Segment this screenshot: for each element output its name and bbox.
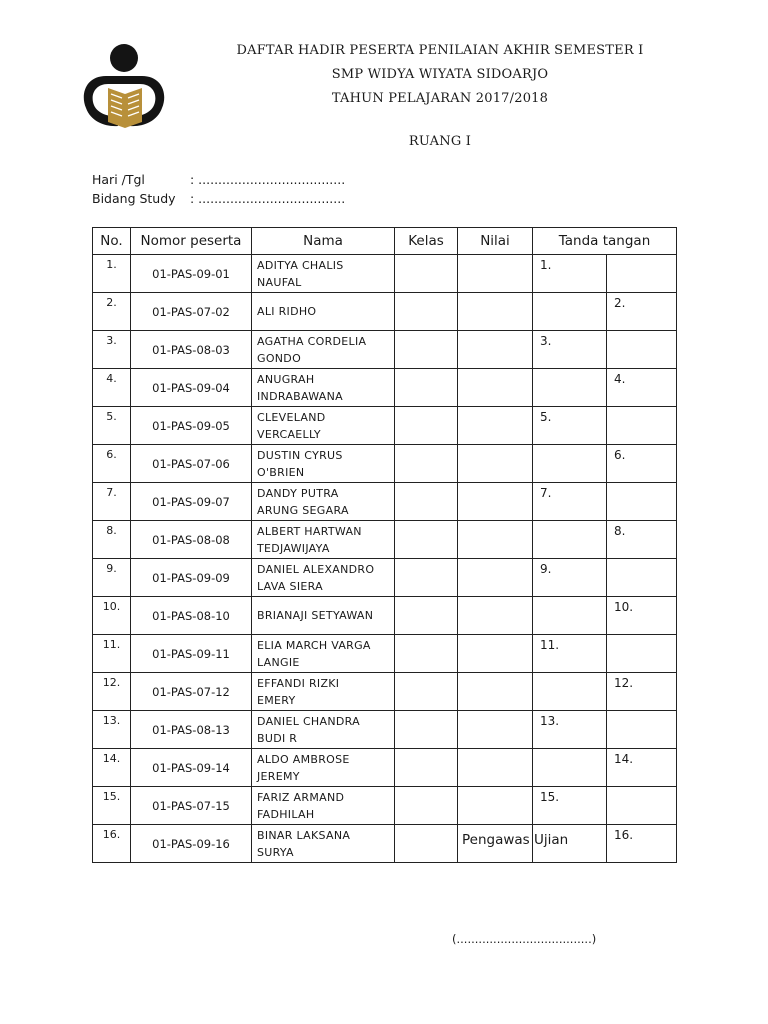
day-date-value: : .....................................: [190, 172, 346, 187]
table-row: [93, 369, 677, 407]
signature-cell-right: 2.: [607, 293, 677, 331]
supervisor-label: Pengawas Ujian: [462, 832, 569, 848]
nilai-cell: [458, 521, 533, 559]
attendance-table: [92, 227, 677, 863]
signature-cell-left: [533, 673, 607, 711]
nilai-cell: [458, 293, 533, 331]
participant-name: [252, 597, 395, 635]
kelas-cell: [395, 255, 458, 293]
table-row: [93, 711, 677, 749]
nilai-cell: [458, 331, 533, 369]
participant-number: 01-PAS-08-03: [131, 331, 252, 369]
table-row: [93, 787, 677, 825]
participant-name-line: EMERY: [257, 693, 296, 707]
signature-cell-right: [607, 407, 677, 445]
signature-cell-right: 6.: [607, 445, 677, 483]
participant-name: [252, 673, 395, 711]
participant-name-line: ALI RIDHO: [257, 305, 317, 318]
participant-name-line: BUDI R: [257, 731, 298, 745]
participant-name: [252, 293, 395, 331]
row-number: 5.: [93, 407, 131, 445]
participant-name-line: JEREMY: [257, 769, 300, 783]
row-number: 4.: [93, 369, 131, 407]
table-row: [93, 293, 677, 331]
day-date-field: [92, 172, 345, 187]
participant-name-line: DANIEL CHANDRA: [257, 714, 360, 728]
signature-cell-left: 3.: [533, 331, 607, 369]
participant-number: 01-PAS-09-09: [131, 559, 252, 597]
nilai-cell: [458, 445, 533, 483]
table-row: [93, 559, 677, 597]
subject-value: : .....................................: [190, 191, 346, 206]
logo-head: [110, 44, 138, 72]
participant-name-line: FARIZ ARMAND: [257, 790, 345, 804]
kelas-cell: [395, 635, 458, 673]
subject-label: Bidang Study: [92, 191, 176, 206]
kelas-cell: [395, 673, 458, 711]
signature-cell-left: 13.: [533, 711, 607, 749]
row-number: 2.: [93, 293, 131, 331]
participant-name: [252, 559, 395, 597]
participant-name-line: O'BRIEN: [257, 465, 305, 479]
header-nama: Nama: [252, 228, 395, 255]
participant-number: 01-PAS-09-16: [131, 825, 252, 863]
participant-number: 01-PAS-09-05: [131, 407, 252, 445]
participant-name-line: EFFANDI RIZKI: [257, 676, 340, 690]
participant-name: [252, 369, 395, 407]
signature-cell-left: 15.: [533, 787, 607, 825]
participant-name: [252, 331, 395, 369]
participant-name-line: ARUNG SEGARA: [257, 503, 349, 517]
participant-name-line: ELIA MARCH VARGA: [257, 638, 371, 652]
table-row: [93, 825, 677, 863]
participant-number: 01-PAS-09-04: [131, 369, 252, 407]
table-header-row: [93, 228, 677, 255]
kelas-cell: [395, 445, 458, 483]
participant-name: [252, 407, 395, 445]
row-number: 11.: [93, 635, 131, 673]
table-row: [93, 673, 677, 711]
room-label: RUANG I: [408, 134, 472, 149]
row-number: 8.: [93, 521, 131, 559]
kelas-cell: [395, 597, 458, 635]
kelas-cell: [395, 293, 458, 331]
signature-cell-right: 16.: [607, 825, 677, 863]
participant-name-line: FADHILAH: [257, 807, 315, 821]
kelas-cell: [395, 787, 458, 825]
row-number: 12.: [93, 673, 131, 711]
day-date-label: Hari /Tgl: [92, 172, 145, 187]
signature-cell-right: 8.: [607, 521, 677, 559]
nilai-cell: [458, 787, 533, 825]
row-number: 15.: [93, 787, 131, 825]
signature-cell-left: [533, 749, 607, 787]
header-nomor-peserta: Nomor peserta: [131, 228, 252, 255]
table-row: [93, 445, 677, 483]
row-number: 7.: [93, 483, 131, 521]
nilai-cell: [458, 559, 533, 597]
participant-name-line: BRIANAJI SETYAWAN: [257, 609, 374, 622]
nilai-cell: [458, 407, 533, 445]
kelas-cell: [395, 331, 458, 369]
signature-cell-right: 10.: [607, 597, 677, 635]
row-number: 16.: [93, 825, 131, 863]
signature-cell-left: [533, 369, 607, 407]
nilai-cell: [458, 711, 533, 749]
participant-number: 01-PAS-08-08: [131, 521, 252, 559]
signature-cell-right: [607, 255, 677, 293]
signature-cell-right: [607, 787, 677, 825]
participant-name-line: DUSTIN CYRUS: [257, 448, 343, 462]
kelas-cell: [395, 521, 458, 559]
participant-name-line: SURYA: [257, 845, 294, 859]
signature-cell-left: 11.: [533, 635, 607, 673]
row-number: 1.: [93, 255, 131, 293]
participant-number: 01-PAS-09-07: [131, 483, 252, 521]
row-number: 10.: [93, 597, 131, 635]
school-name: SMP WIDYA WIYATA SIDOARJO: [331, 67, 549, 82]
participant-name: [252, 825, 395, 863]
signature-cell-left: [533, 521, 607, 559]
participant-name-line: BINAR LAKSANA: [257, 828, 351, 842]
kelas-cell: [395, 749, 458, 787]
participant-name: [252, 445, 395, 483]
academic-year: TAHUN PELAJARAN 2017/2018: [331, 91, 549, 106]
row-number: 6.: [93, 445, 131, 483]
participant-name: [252, 483, 395, 521]
table-row: [93, 483, 677, 521]
kelas-cell: [395, 711, 458, 749]
table-row: [93, 331, 677, 369]
participant-number: 01-PAS-07-06: [131, 445, 252, 483]
nilai-cell: [458, 749, 533, 787]
participant-name-line: DANIEL ALEXANDRO: [257, 562, 375, 576]
header-no: No.: [93, 228, 131, 255]
participant-number: 01-PAS-08-13: [131, 711, 252, 749]
signature-cell-left: 9.: [533, 559, 607, 597]
participant-name-line: ANUGRAH: [257, 372, 315, 386]
signature-cell-right: 14.: [607, 749, 677, 787]
participant-name-line: ADITYA CHALIS: [257, 258, 344, 272]
header-nilai: Nilai: [458, 228, 533, 255]
nilai-cell: [458, 597, 533, 635]
header-tanda-tangan: Tanda tangan: [533, 228, 677, 255]
participant-number: 01-PAS-07-15: [131, 787, 252, 825]
nilai-cell: [458, 483, 533, 521]
participant-name: [252, 255, 395, 293]
participant-name-line: CLEVELAND: [257, 410, 326, 424]
table-row: [93, 749, 677, 787]
signature-cell-left: 1.: [533, 255, 607, 293]
signature-cell-right: [607, 331, 677, 369]
kelas-cell: [395, 407, 458, 445]
participant-name-line: LANGIE: [257, 655, 300, 669]
signature-cell-right: 4.: [607, 369, 677, 407]
participant-number: 01-PAS-09-11: [131, 635, 252, 673]
row-number: 14.: [93, 749, 131, 787]
nilai-cell: [458, 635, 533, 673]
kelas-cell: [395, 825, 458, 863]
row-number: 3.: [93, 331, 131, 369]
table-row: [93, 255, 677, 293]
participant-name-line: ALBERT HARTWAN: [257, 524, 362, 538]
nilai-cell: [458, 673, 533, 711]
nilai-cell: [458, 369, 533, 407]
participant-name-line: GONDO: [257, 351, 302, 365]
signature-cell-right: [607, 711, 677, 749]
signature-cell-left: [533, 445, 607, 483]
signature-cell-right: 12.: [607, 673, 677, 711]
participant-name: [252, 787, 395, 825]
table-row: [93, 407, 677, 445]
participant-name-line: TEDJAWIJAYA: [257, 541, 330, 555]
school-logo: [78, 42, 174, 130]
participant-number: 01-PAS-09-01: [131, 255, 252, 293]
signature-cell-left: 7.: [533, 483, 607, 521]
participant-name-line: DANDY PUTRA: [257, 486, 339, 500]
nilai-cell: [458, 255, 533, 293]
participant-name-line: AGATHA CORDELIA: [257, 334, 367, 348]
header-kelas: Kelas: [395, 228, 458, 255]
participant-name: [252, 635, 395, 673]
participant-name-line: NAUFAL: [257, 275, 302, 289]
document-title: DAFTAR HADIR PESERTA PENILAIAN AKHIR SEMESTER I: [236, 43, 644, 58]
participant-name-line: LAVA SIERA: [257, 579, 323, 593]
participant-number: 01-PAS-08-10: [131, 597, 252, 635]
participant-name: [252, 749, 395, 787]
participant-number: 01-PAS-07-12: [131, 673, 252, 711]
kelas-cell: [395, 369, 458, 407]
table-row: [93, 635, 677, 673]
participant-name-line: VERCAELLY: [257, 427, 321, 441]
participant-name: [252, 711, 395, 749]
signature-cell-left: [533, 597, 607, 635]
signature-cell-right: [607, 483, 677, 521]
signature-cell-left: [533, 293, 607, 331]
row-number: 13.: [93, 711, 131, 749]
row-number: 9.: [93, 559, 131, 597]
table-row: [93, 597, 677, 635]
participant-name-line: ALDO AMBROSE: [257, 752, 350, 766]
participant-name-line: INDRABAWANA: [257, 389, 343, 403]
kelas-cell: [395, 483, 458, 521]
participant-number: 01-PAS-07-02: [131, 293, 252, 331]
signature-cell-left: 5.: [533, 407, 607, 445]
signature-line: (.....................................): [452, 932, 597, 946]
participant-number: 01-PAS-09-14: [131, 749, 252, 787]
participant-name: [252, 521, 395, 559]
subject-field: [92, 191, 345, 206]
kelas-cell: [395, 559, 458, 597]
signature-cell-right: [607, 559, 677, 597]
signature-cell-right: [607, 635, 677, 673]
table-row: [93, 521, 677, 559]
